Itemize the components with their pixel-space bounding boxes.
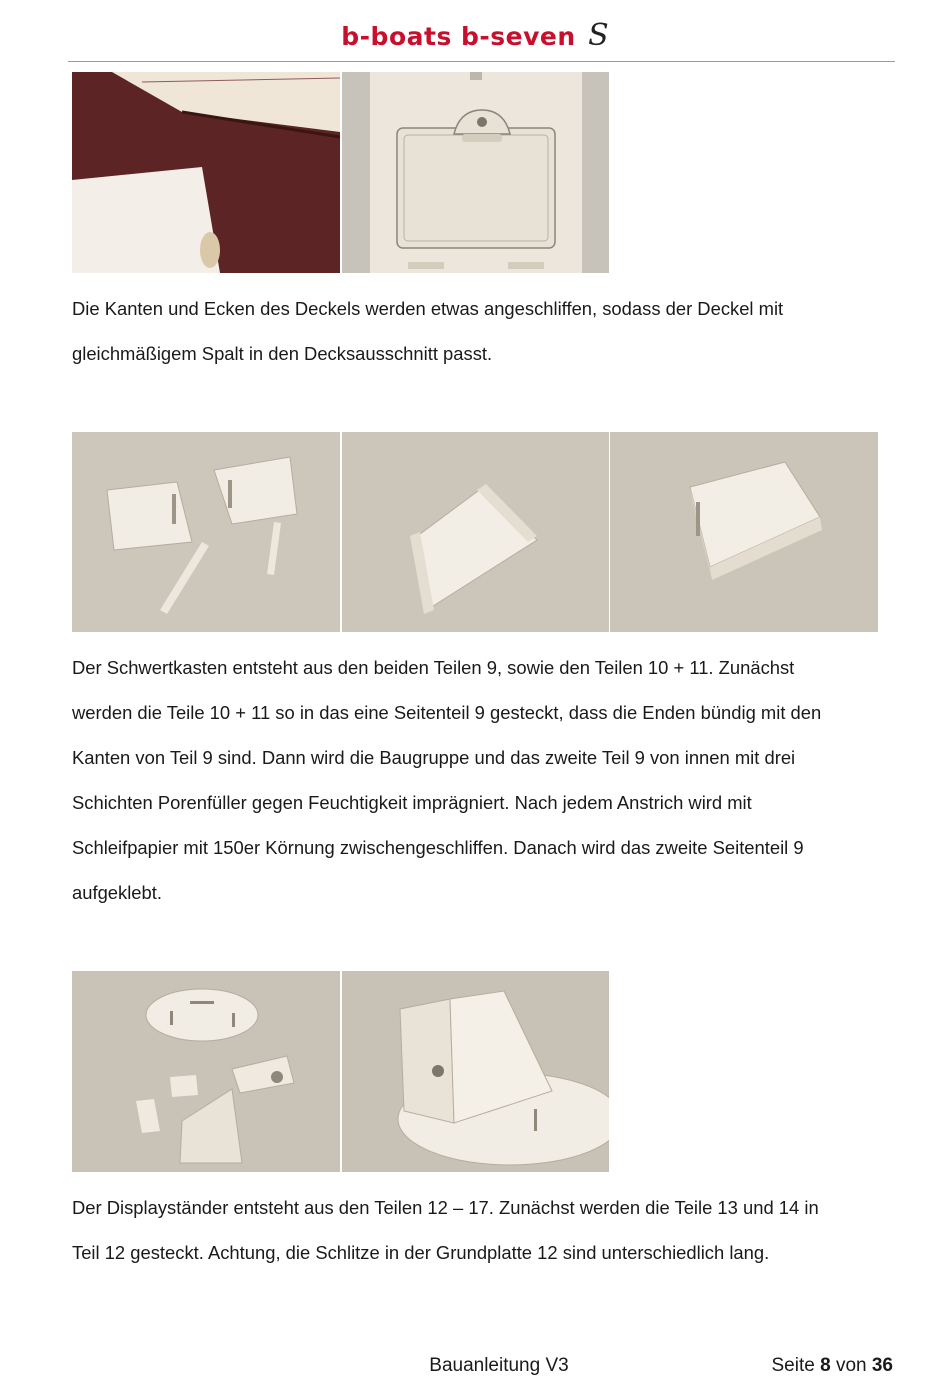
footer-page-number: [771, 1355, 893, 1377]
paragraph-display-stand: [72, 1185, 892, 1275]
of-label: von: [835, 1355, 867, 1376]
photo-display-stand-assembled: [342, 971, 609, 1172]
text-line: Teil 12 gesteckt. Achtung, die Schlitze in der Grundplatte 12 sind unterschiedlich lang.: [72, 1242, 770, 1263]
page-total: 36: [871, 1355, 893, 1376]
photo-centerboard-box-assembled: [610, 432, 878, 632]
text-line: Kanten von Teil 9 sind. Dann wird die Baugruppe und das zweite Teil 9 von innen mit drei: [72, 747, 796, 768]
text-line: werden die Teile 10 + 11 so in das eine Seitenteil 9 gesteckt, dass die Enden bündig mit den: [72, 702, 822, 723]
page-header: [0, 18, 950, 53]
photo-centerboard-parts-laid-out: [72, 432, 340, 632]
photo-sanding-lid-corners: [72, 72, 340, 273]
brand-logo-text: b-boats b-seven: [341, 22, 576, 51]
page-current: 8: [820, 1355, 831, 1376]
photo-side-panel-with-strips: [342, 432, 609, 632]
footer-document-title: Bauanleitung V3: [429, 1355, 569, 1376]
text-line: Schichten Porenfüller gegen Feuchtigkeit imprägniert. Nach jedem Anstrich wird mit: [72, 792, 752, 813]
photo-lid-in-deck-cutout: [342, 72, 609, 273]
photo-display-stand-parts: [72, 971, 340, 1172]
text-line: Der Schwertkasten entsteht aus den beiden Teilen 9, sowie den Teilen 10 + 11. Zunächst: [72, 657, 795, 678]
brand-mark: S: [588, 18, 609, 53]
paragraph-lid-sanding: [72, 286, 892, 376]
header-rule: [68, 61, 895, 62]
text-line: gleichmäßigem Spalt in den Decksausschnitt passt.: [72, 343, 493, 364]
page-label: Seite: [771, 1355, 815, 1376]
text-line: Der Displayständer entsteht aus den Teilen 12 – 17. Zunächst werden die Teile 13 und 14 in: [72, 1197, 819, 1218]
paragraph-centerboard-box: [72, 645, 892, 915]
text-line: Die Kanten und Ecken des Deckels werden etwas angeschliffen, sodass der Deckel mit: [72, 298, 784, 319]
text-line: aufgeklebt.: [72, 882, 162, 903]
text-line: Schleifpapier mit 150er Körnung zwischengeschliffen. Danach wird das zweite Seitenteil 9: [72, 837, 804, 858]
